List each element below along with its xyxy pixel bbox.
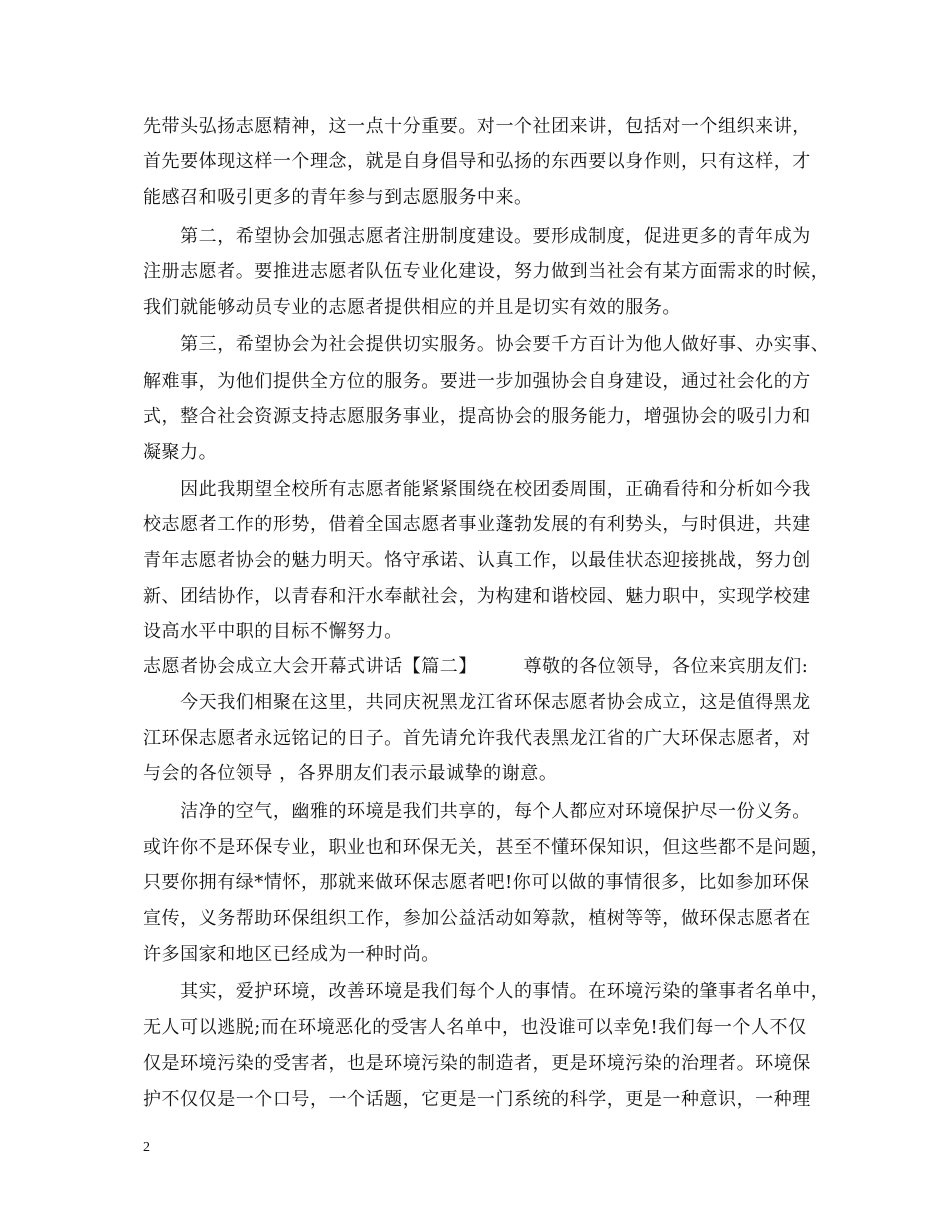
text-line: 江环保志愿者永远铭记的日子。首先请允许我代表黑龙江省的广大环保志愿者，对	[143, 728, 811, 749]
text-line: 许多国家和地区已经成为一种时尚。	[143, 944, 440, 965]
text-line: 宣传，义务帮助环保组织工作，参加公益活动如筹款，植树等等，做环保志愿者在	[143, 908, 811, 929]
text-line: 今天我们相聚在这里，共同庆祝黑龙江省环保志愿者协会成立，这是值得黑龙	[143, 692, 811, 713]
text-line: 式，整合社会资源支持志愿服务事业，提高协会的服务能力，增强协会的吸引力和	[143, 406, 811, 427]
text-line: 第二，希望协会加强志愿者注册制度建设。要形成制度，促进更多的青年成为	[143, 226, 811, 247]
text-line: 解难事，为他们提供全方位的服务。要进一步加强协会自身建设，通过社会化的方	[143, 371, 811, 392]
text-line: 设高水平中职的目标不懈努力。	[143, 621, 403, 642]
text-line: 洁净的空气，幽雅的环境是我们共享的，每个人都应对环境保护尽一份义务。	[143, 801, 811, 822]
text-line: 仅是环境污染的受害者，也是环境污染的制造者，更是环境污染的治理者。环境保	[143, 1053, 811, 1074]
text-line: 护不仅仅是一个口号，一个话题，它更是一门系统的科学，更是一种意识，一种理	[143, 1089, 811, 1110]
text-line: 其实，爱护环境，改善环境是我们每个人的事情。在环境污染的肇事者名单中，	[143, 981, 830, 1002]
text-line: 无人可以逃脱;而在环境恶化的受害人名单中，也没谁可以幸免!我们每一个人不仅	[143, 1017, 807, 1038]
text-line: 第三，希望协会为社会提供切实服务。协会要千方百计为他人做好事、办实事、	[143, 334, 830, 355]
text-line: 凝聚力。	[143, 442, 218, 463]
text-line: 能感召和吸引更多的青年参与到志愿服务中来。	[143, 187, 533, 208]
text-line: 先带头弘扬志愿精神，这一点十分重要。对一个社团来讲，包括对一个组织来讲，	[143, 116, 811, 137]
text-line: 我们就能够动员专业的志愿者提供相应的并且是切实有效的服务。	[143, 297, 681, 318]
page-number: 2	[143, 1140, 150, 1155]
text-line: 校志愿者工作的形势，借着全国志愿者事业蓬勃发展的有利势头，与时俱进，共建	[143, 514, 811, 535]
text-line: 青年志愿者协会的魅力明天。恪守承诺、认真工作，以最佳状态迎接挑战，努力创	[143, 550, 811, 571]
section-heading-line: 志愿者协会成立大会开幕式讲话【篇二】 尊敬的各位领导，各位来宾朋友们:	[143, 656, 809, 677]
text-line: 首先要体现这样一个理念，就是自身倡导和弘扬的东西要以身作则，只有这样，才	[143, 151, 811, 172]
text-line: 或许你不是环保专业，职业也和环保无关，甚至不懂环保知识，但这些都不是问题，	[143, 837, 830, 858]
text-line: 与会的各位领导 ，各界朋友们表示最诚挚的谢意。	[143, 763, 558, 784]
text-line: 因此我期望全校所有志愿者能紧紧围绕在校团委周围，正确看待和分析如今我	[143, 479, 811, 500]
text-line: 注册志愿者。要推进志愿者队伍专业化建设，努力做到当社会有某方面需求的时候，	[143, 261, 830, 282]
text-line: 只要你拥有绿*情怀，那就来做环保志愿者吧!你可以做的事情很多，比如参加环保	[143, 872, 810, 893]
text-line: 新、团结协作，以青春和汗水奉献社会，为构建和谐校园、魅力职中，实现学校建	[143, 586, 811, 607]
